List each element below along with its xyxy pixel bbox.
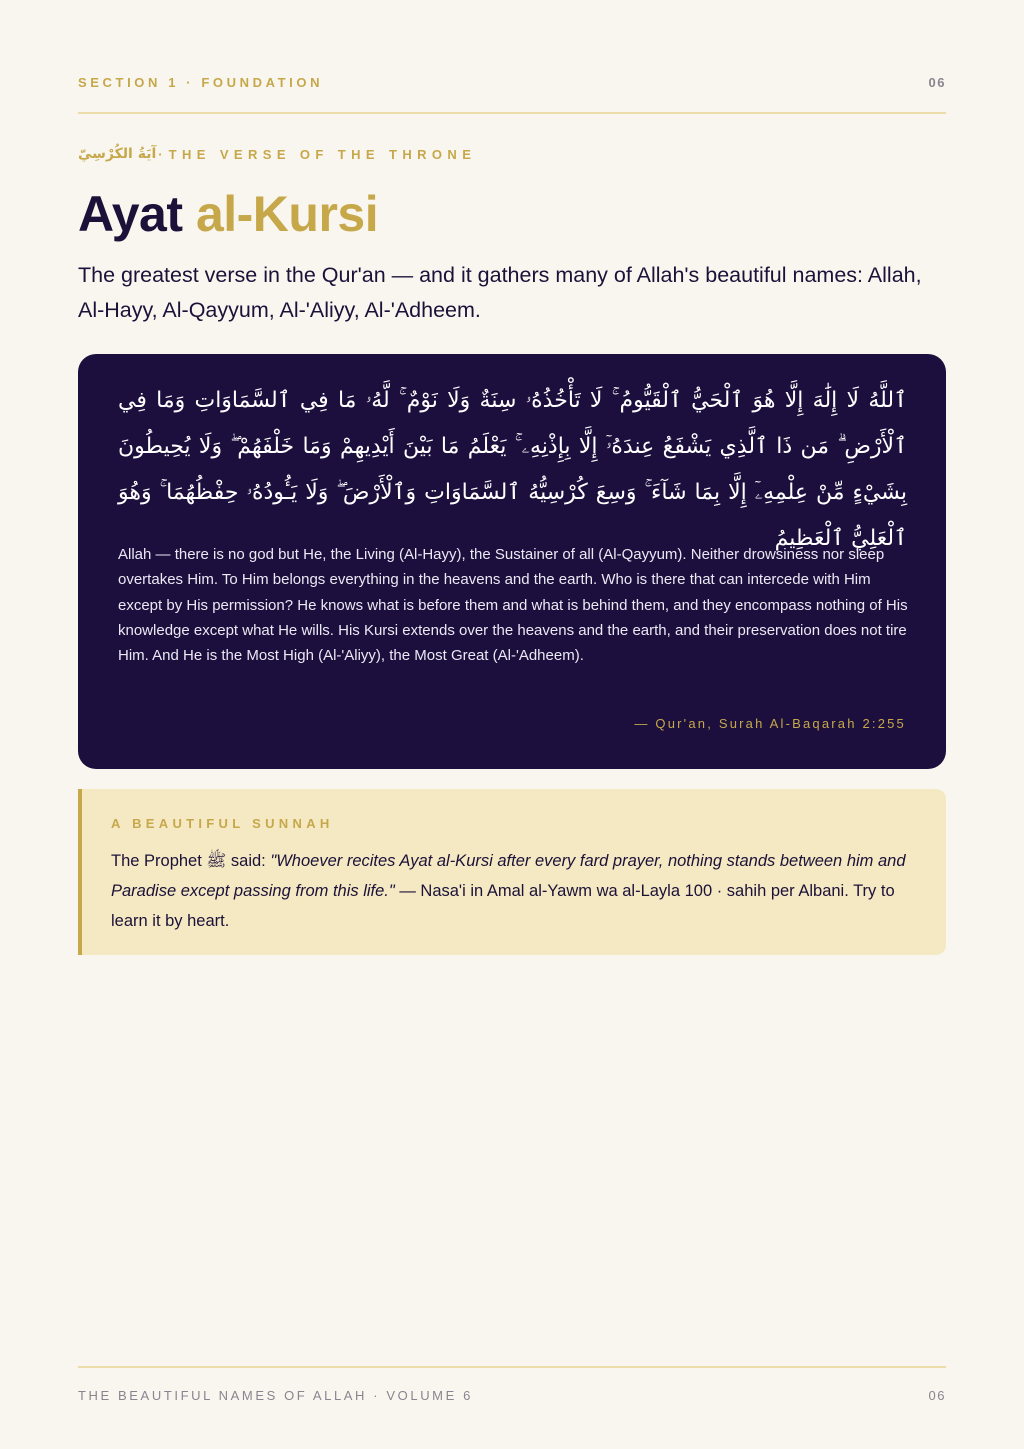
- page-header: [78, 75, 946, 90]
- footer-title: THE BEAUTIFUL NAMES OF ALLAH · VOLUME 6: [78, 1388, 473, 1403]
- hadith-citation: — Nasa'i in Amal al-Yawm wa al-Layla 100 · sahih per Albani. Try to learn it by heart.: [111, 882, 895, 930]
- page-title: [78, 184, 378, 244]
- title-part-1: Ayat: [78, 186, 183, 242]
- page-footer: [78, 1388, 946, 1403]
- title-part-2: al-Kursi: [195, 186, 379, 242]
- header-divider: [78, 112, 946, 114]
- sunnah-body: [111, 846, 921, 936]
- verse-translation: Allah — there is no god but He, the Living (Al-Hayy), the Sustainer of all (Al-Qayyum). Neither drowsiness nor sleep overtakes Him. To Him belongs everything in the heavens and the earth. Who is there that can intercede with Him except by His permission? He knows what is before them and what is behind them, and they encompass nothing of His knowledge except what He wills. His Kursi extends over the heavens and the earth, and their preservation does not tire Him. And He is the Most High (Al-'Aliyy), the Most Great (Al-'Adheem).: [118, 546, 908, 665]
- sunnah-intro: The Prophet ﷺ said:: [111, 852, 271, 870]
- verse-arabic: ٱللَّهُ لَا إِلَٰهَ إِلَّا هُوَ ٱلْحَيُّ ٱلْقَيُّومُ ۚ لَا تَأْخُذُهُۥ سِنَةٌ وَلَا نَوْمٌ ۚ لَّهُۥ مَا فِي ٱلسَّمَاوَاتِ وَمَا فِي ٱلْأَرْضِ ۗ مَن ذَا ٱلَّذِي يَشْفَعُ عِندَهُۥٓ إِلَّا بِإِذْنِهِۦ ۚ يَعْلَمُ مَا بَيْنَ أَيْدِيهِمْ وَمَا خَلْفَهُمْ ۖ وَلَا يُحِيطُونَ بِشَيْءٍ مِّنْ عِلْمِهِۦٓ إِلَّا بِمَا شَآءَ ۚ وَسِعَ كُرْسِيُّهُ ٱلسَّمَاوَاتِ وَٱلْأَرْضَ ۖ وَلَا يَـُٔودُهُۥ حِفْظُهُمَا ۚ وَهُوَ ٱلْعَلِيُّ ٱلْعَظِيمُ: [118, 388, 907, 551]
- sunnah-label: A BEAUTIFUL SUNNAH: [111, 816, 334, 831]
- eyebrow-english: THE VERSE OF THE THRONE: [168, 146, 477, 162]
- section-label: SECTION 1 · FOUNDATION: [78, 75, 324, 90]
- lead-paragraph: The greatest verse in the Qur'an — and it gathers many of Allah's beautiful names: Allah, Al-Hayy, Al-Qayyum, Al-'Aliyy, Al-'Adheem.: [78, 263, 922, 322]
- verse-card: [78, 354, 946, 769]
- footer-page-number: 06: [928, 1388, 946, 1403]
- hadith-quote: "Whoever recites Ayat al-Kursi after every fard prayer, nothing stands between him and Paradise except passing from this life.": [111, 852, 906, 900]
- footer-divider: [78, 1366, 946, 1368]
- header-page-number: 06: [928, 75, 946, 90]
- eyebrow-separator: ·: [158, 146, 163, 162]
- eyebrow-arabic: آيَةُ الكُرْسِيّ: [78, 146, 157, 162]
- page: [78, 0, 946, 1449]
- sunnah-callout: [78, 789, 946, 955]
- verse-source: — Qur'an, Surah Al-Baqarah 2:255: [634, 716, 906, 731]
- eyebrow: [78, 146, 476, 162]
